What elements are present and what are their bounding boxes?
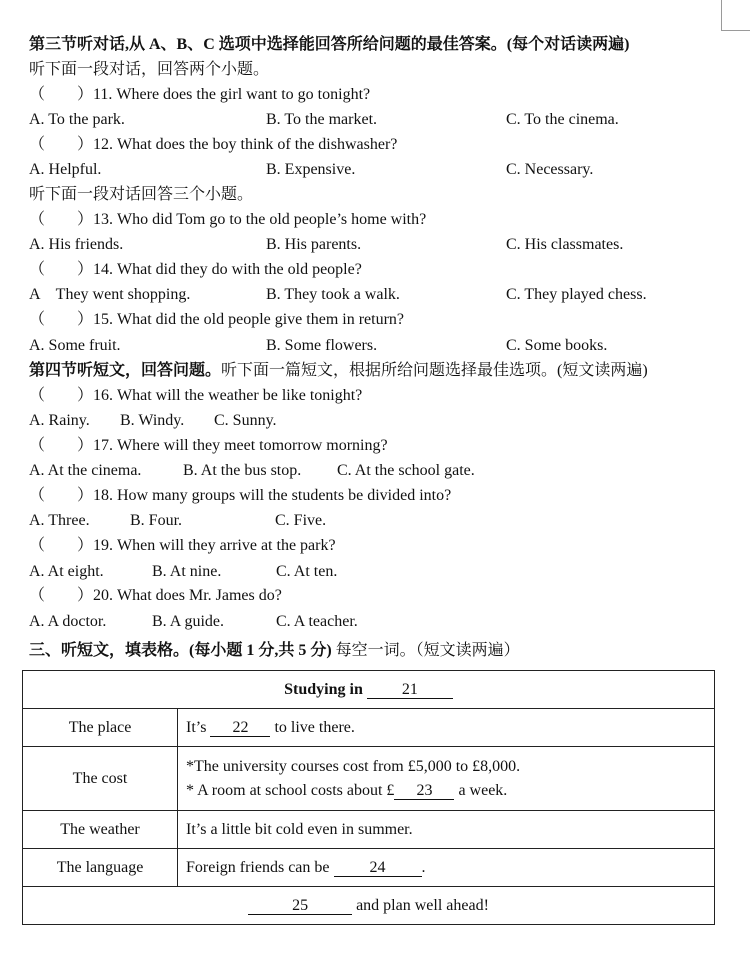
row-value-cost	[178, 747, 715, 811]
section3-heading: 第三节听对话,从 A、B、C 选项中选择能回答所给问题的最佳答案。(每个对话读两遍)	[29, 36, 630, 53]
q19-option-c: C. At ten.	[276, 563, 338, 580]
dialogue2-intro: 听下面一段对话回答三个小题。	[29, 186, 254, 203]
question-12: （ ）12. What does the boy think of the dishwasher?	[29, 136, 398, 153]
cost-line-2	[186, 779, 706, 803]
part3-heading-rest: 每空一词。（短文读两遍）	[331, 642, 520, 659]
question-14: （ ）14. What did they do with the old people?	[29, 261, 362, 278]
q11-option-b: B. To the market.	[266, 111, 378, 128]
q14-option-c: C. They played chess.	[506, 286, 647, 303]
table-footer	[23, 887, 715, 925]
q13-option-a: A. His friends.	[29, 236, 124, 253]
row-value-weather: It’s a little bit cold even in summer.	[178, 811, 715, 849]
q18-option-c: C. Five.	[275, 512, 327, 529]
q14-option-b: B. They took a walk.	[266, 286, 400, 303]
q12-option-a: A. Helpful.	[29, 161, 102, 178]
table-title-row	[23, 671, 715, 709]
question-17: （ ）17. Where will they meet tomorrow morning?	[29, 437, 388, 454]
table-title	[23, 671, 715, 709]
blank-24[interactable]: 24	[334, 860, 422, 877]
question-18: （ ）18. How many groups will the students be divided into?	[29, 487, 452, 504]
q20-option-a: A. A doctor.	[29, 613, 107, 630]
q20-option-c: C. A teacher.	[276, 613, 358, 630]
blank-25[interactable]: 25	[248, 898, 352, 915]
question-11: （ ）11. Where does the girl want to go tonight?	[29, 86, 371, 103]
row-label-weather: The weather	[23, 811, 178, 849]
q13-option-b: B. His parents.	[266, 236, 362, 253]
row-value-language	[178, 849, 715, 887]
q11-option-c: C. To the cinema.	[506, 111, 619, 128]
q19-option-a: A. At eight.	[29, 563, 104, 580]
cost-line-1: *The university courses cost from £5,000 to £8,000.	[186, 757, 521, 775]
footer-text: and plan well ahead!	[352, 896, 489, 914]
row-label-place: The place	[23, 709, 178, 747]
q17-option-c: C. At the school gate.	[337, 462, 475, 479]
q17-option-b: B. At the bus stop.	[183, 462, 302, 479]
table-row	[23, 811, 715, 849]
dialogue1-intro: 听下面一段对话，回答两个小题。	[29, 61, 270, 78]
table-title-text: Studying in	[284, 680, 367, 698]
q20-option-b: B. A guide.	[152, 613, 225, 630]
table-row	[23, 849, 715, 887]
question-19: （ ）19. When will they arrive at the park?	[29, 537, 336, 554]
table-row	[23, 709, 715, 747]
q17-option-a: A. At the cinema.	[29, 462, 142, 479]
q12-option-b: B. Expensive.	[266, 161, 356, 178]
section4-heading	[29, 361, 648, 381]
row-value-place	[178, 709, 715, 747]
question-16: （ ）16. What will the weather be like tonight?	[29, 387, 363, 404]
language-text-before: Foreign friends can be	[186, 858, 334, 876]
table-footer-row	[23, 887, 715, 925]
q13-option-c: C. His classmates.	[506, 236, 624, 253]
blank-21[interactable]: 21	[367, 682, 453, 699]
question-15: （ ）15. What did the old people give them in return?	[29, 311, 405, 328]
row-label-cost: The cost	[23, 747, 178, 811]
q16-option-c: C. Sunny.	[214, 412, 277, 429]
question-13: （ ）13. Who did Tom go to the old people’s home with?	[29, 211, 427, 228]
q11-option-a: A. To the park.	[29, 111, 125, 128]
language-text-after: .	[421, 858, 426, 876]
q19-option-b: B. At nine.	[152, 563, 222, 580]
section4-heading-rest: 听下面一篇短文，根据所给问题选择最佳选项。(短文读两遍)	[221, 362, 648, 379]
q15-option-c: C. Some books.	[506, 337, 608, 354]
q12-option-c: C. Necessary.	[506, 161, 594, 178]
fill-in-table	[22, 670, 715, 925]
page-corner-mark	[721, 0, 750, 31]
q18-option-b: B. Four.	[130, 512, 183, 529]
q15-option-a: A. Some fruit.	[29, 337, 121, 354]
question-20: （ ）20. What does Mr. James do?	[29, 587, 282, 604]
row-label-language: The language	[23, 849, 178, 887]
section4-heading-bold: 第四节听短文，回答问题。	[29, 362, 222, 379]
q18-option-a: A. Three.	[29, 512, 90, 529]
q16-option-a: A. Rainy.	[29, 412, 90, 429]
place-text-before: It’s	[186, 718, 211, 736]
q15-option-b: B. Some flowers.	[266, 337, 378, 354]
place-text-after: to live there.	[270, 718, 355, 736]
cost-text-before: * A room at school costs about £	[186, 781, 395, 799]
blank-22[interactable]: 22	[210, 720, 270, 737]
table-row	[23, 747, 715, 811]
cost-text-after: a week.	[454, 781, 508, 799]
blank-23[interactable]: 23	[394, 783, 454, 800]
q14-option-a: A They went shopping.	[29, 286, 191, 303]
part3-heading-bold: 三、听短文，填表格。(每小题 1 分,共 5 分)	[29, 642, 332, 659]
q16-option-b: B. Windy.	[120, 412, 185, 429]
part3-heading	[29, 641, 520, 661]
